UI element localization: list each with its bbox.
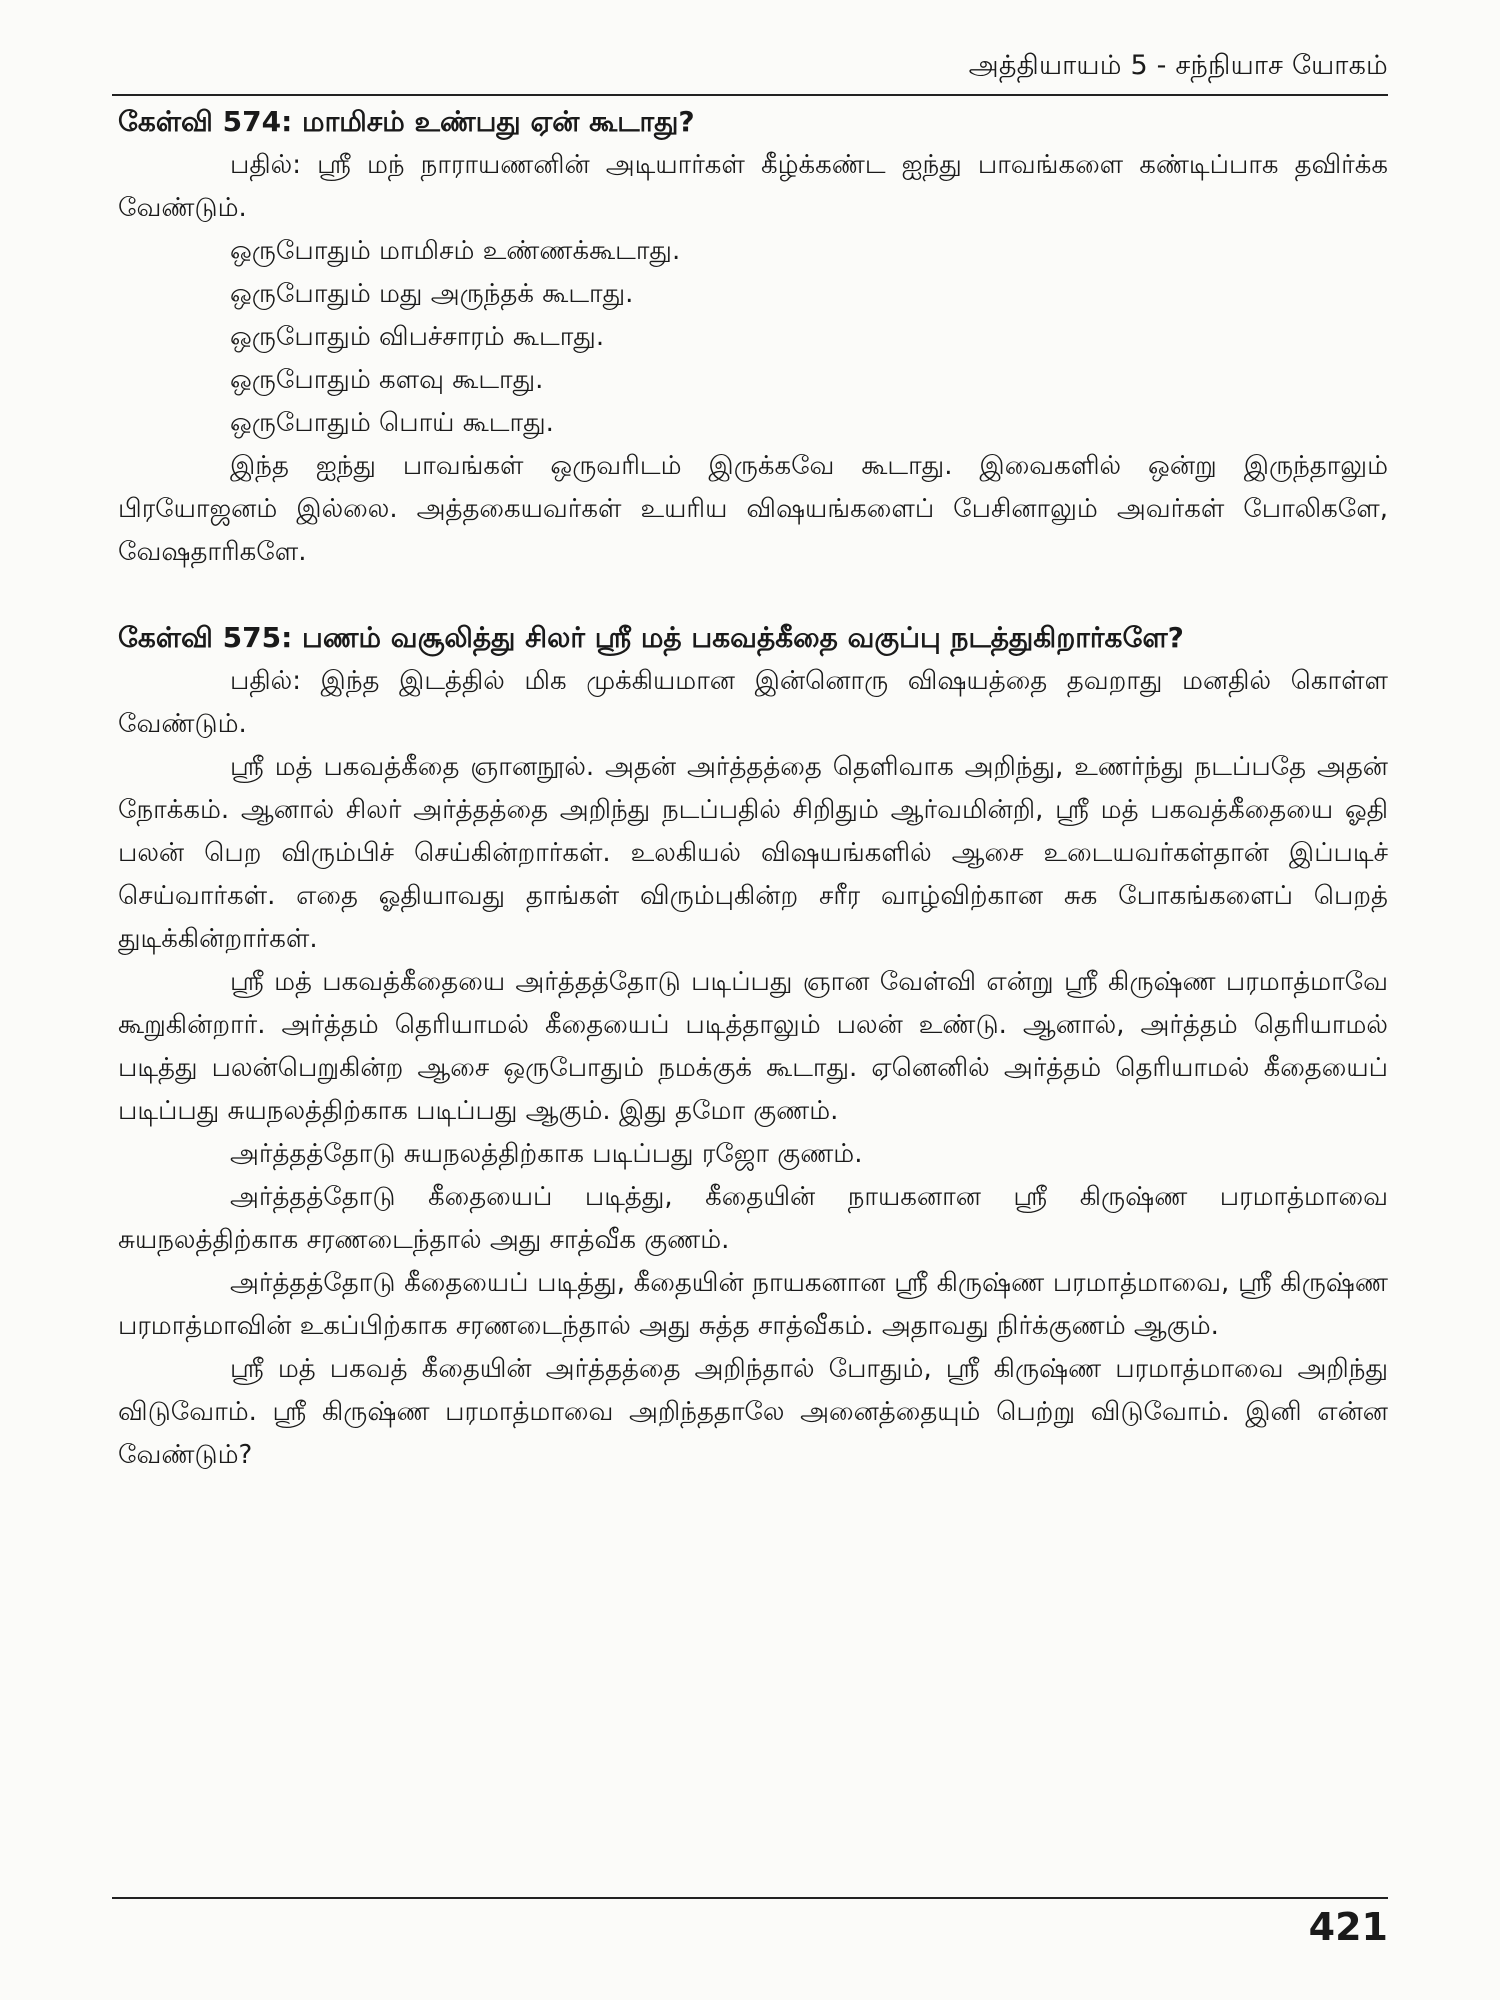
answer-575-paragraph: அர்த்தத்தோடு சுயநலத்திற்காக படிப்பது ரஜோ குணம்.: [230, 1139, 863, 1169]
question-574-heading: கேள்வி 574: மாமிசம் உண்பது ஏன் கூடாது?: [118, 105, 695, 138]
answer-575-paragraph: ஸ்ரீ மத் பகவத்கீதையை அர்த்தத்தோடு படிப்பது ஞான வேள்வி என்று ஸ்ரீ கிருஷ்ண பரமாத்மாவே கூறுகின்றார். அர்த்தம் தெரியாமல் கீதையைப் படித்தாலும் பலன் உண்டு. ஆனால், அர்த்தம் தெரியாமல் படித்து பலன்பெறுகின்ற ஆசை ஒருபோதும் நமக்குக் கூடாது. ஏனெனில் அர்த்தம் தெரியாமல் கீதையைப் படிப்பது சுயநலத்திற்காக படிப்பது ஆகும். இது தமோ குணம்.: [118, 967, 1388, 1126]
answer-574-closing: இந்த ஐந்து பாவங்கள் ஒருவரிடம் இருக்கவே கூடாது. இவைகளில் ஒன்று இருந்தாலும் பிரயோஜனம் இல்லை. அத்தகையவர்கள் உயரிய விஷயங்களைப் பேசினாலும் அவர்கள் போலிகளே, வேஷதாரிகளே.: [118, 451, 1388, 567]
page-body: [118, 100, 1388, 1477]
footer-rule: [112, 1897, 1388, 1899]
header-rule: [112, 94, 1388, 96]
rule-line: ஒருபோதும் மது அருந்தக் கூடாது.: [230, 279, 634, 309]
answer-575-paragraph: அர்த்தத்தோடு கீதையைப் படித்து, கீதையின் நாயகனான ஸ்ரீ கிருஷ்ண பரமாத்மாவை சுயநலத்திற்காக சரணடைந்தால் அது சாத்வீக குணம்.: [118, 1182, 1388, 1255]
rule-line: ஒருபோதும் மாமிசம் உண்ணக்கூடாது.: [230, 236, 681, 266]
question-575-heading: கேள்வி 575: பணம் வசூலித்து சிலர் ஸ்ரீ மத் பகவத்கீதை வகுப்பு நடத்துகிறார்களே?: [118, 621, 1184, 654]
answer-575-paragraph: அர்த்தத்தோடு கீதையைப் படித்து, கீதையின் நாயகனான ஸ்ரீ கிருஷ்ண பரமாத்மாவை, ஸ்ரீ கிருஷ்ண பரமாத்மாவின் உகப்பிற்காக சரணடைந்தால் அது சுத்த சாத்வீகம். அதாவது நிர்க்குணம் ஆகும்.: [118, 1268, 1388, 1341]
answer-574-intro: பதில்: ஸ்ரீ மந் நாராயணனின் அடியார்கள் கீழ்க்கண்ட ஐந்து பாவங்களை கண்டிப்பாக தவிர்க்க வேண்டும்.: [118, 150, 1388, 223]
rule-line: ஒருபோதும் களவு கூடாது.: [230, 365, 544, 395]
answer-575-paragraph: ஸ்ரீ மத் பகவத்கீதை ஞானநூல். அதன் அர்த்தத்தை தெளிவாக அறிந்து, உணர்ந்து நடப்பதே அதன் நோக்கம். ஆனால் சிலர் அர்த்தத்தை அறிந்து நடப்பதில் சிறிதும் ஆர்வமின்றி, ஸ்ரீ மத் பகவத்கீதையை ஓதி பலன் பெற விரும்பிச் செய்கின்றார்கள். உலகியல் விஷயங்களில் ஆசை உடையவர்கள்தான் இப்படிச் செய்வார்கள். எதை ஓதியாவது தாங்கள் விரும்புகின்ற சரீர வாழ்விற்கான சுக போகங்களைப் பெறத் துடிக்கின்றார்கள்.: [118, 752, 1388, 954]
answer-575-paragraph: ஸ்ரீ மத் பகவத் கீதையின் அர்த்தத்தை அறிந்தால் போதும், ஸ்ரீ கிருஷ்ண பரமாத்மாவை அறிந்து விடுவோம். ஸ்ரீ கிருஷ்ண பரமாத்மாவை அறிந்ததாலே அனைத்தையும் பெற்று விடுவோம். இனி என்ன வேண்டும்?: [118, 1354, 1388, 1470]
rule-line: ஒருபோதும் விபச்சாரம் கூடாது.: [230, 322, 605, 352]
rule-line: ஒருபோதும் பொய் கூடாது.: [230, 408, 554, 438]
running-header: அத்தியாயம் 5 - சந்நியாச யோகம்: [968, 50, 1388, 81]
answer-575-paragraph: பதில்: இந்த இடத்தில் மிக முக்கியமான இன்னொரு விஷயத்தை தவறாது மனதில் கொள்ள வேண்டும்.: [118, 666, 1388, 739]
page-number: 421: [1308, 1905, 1388, 1949]
